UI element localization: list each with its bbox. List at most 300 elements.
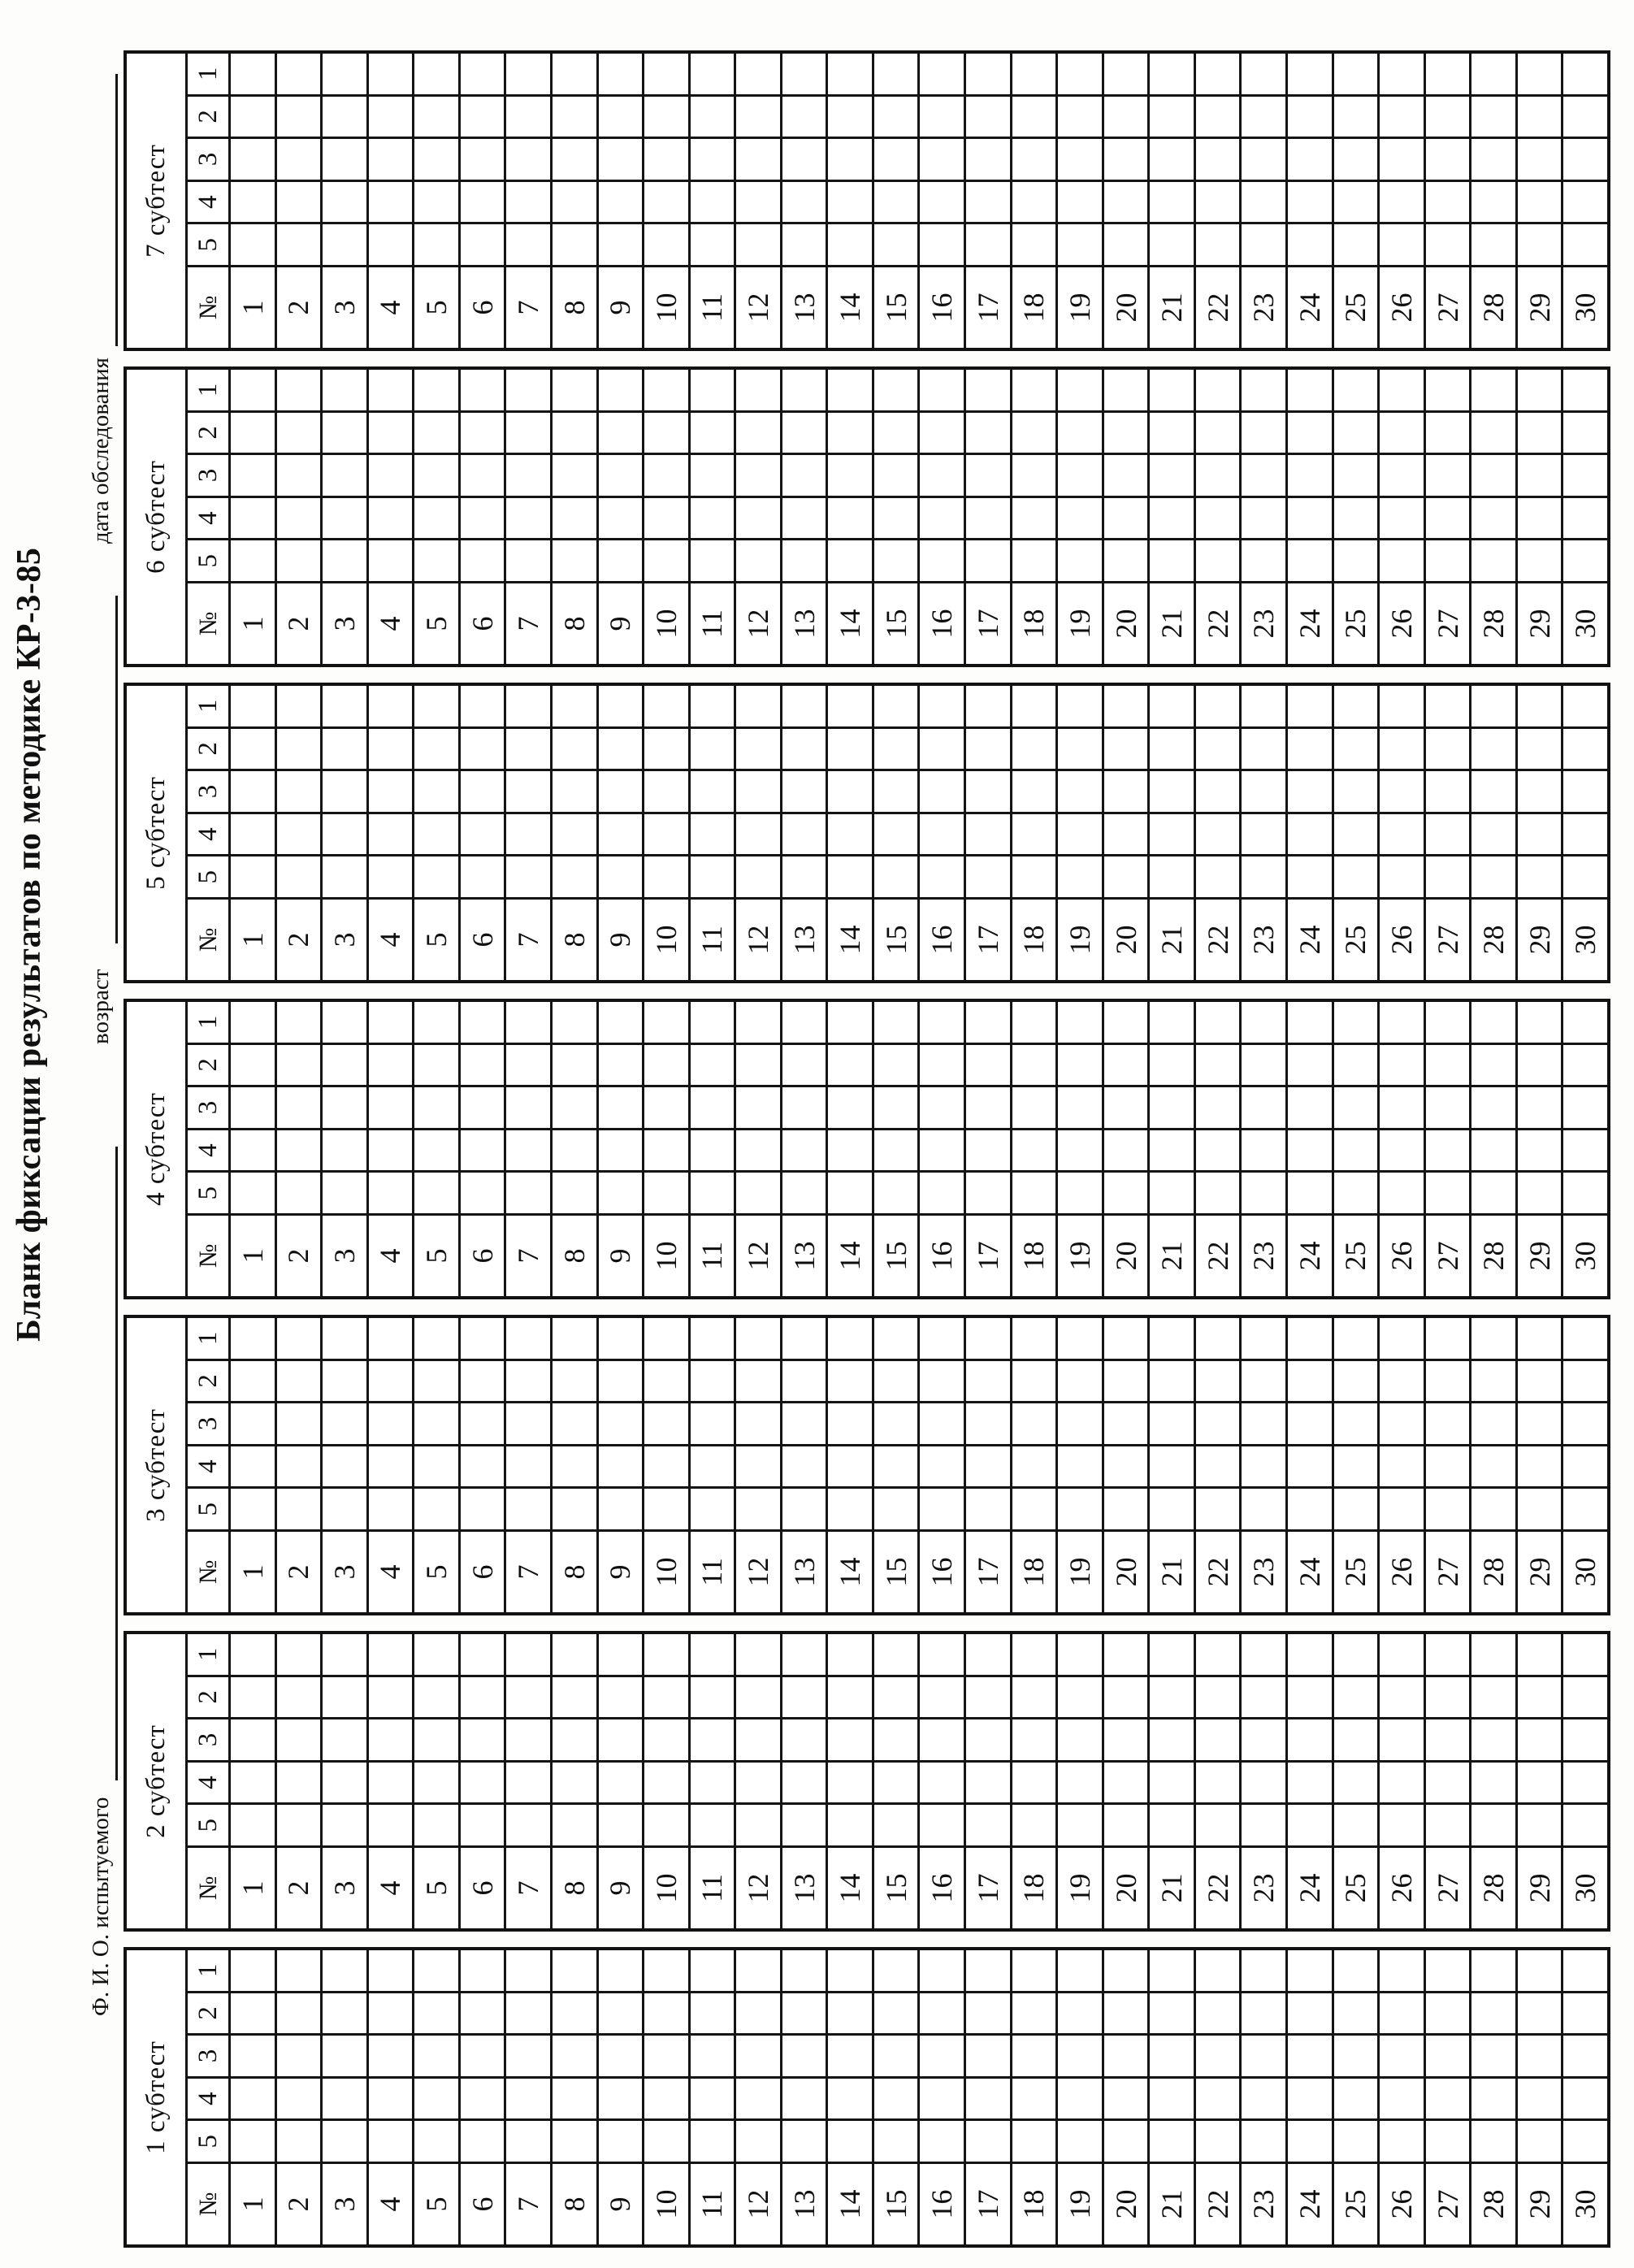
score-cell — [782, 686, 826, 726]
score-cell — [599, 54, 643, 94]
score-cell — [506, 54, 550, 94]
score-cell — [920, 54, 964, 94]
score-cell — [691, 139, 735, 180]
score-cell — [506, 1993, 550, 2034]
score-cell — [1518, 1719, 1562, 1760]
score-cell — [1104, 1361, 1148, 1402]
score-cell — [553, 1993, 596, 2034]
score-cell — [644, 455, 688, 496]
score-cell — [599, 2036, 643, 2076]
score-cell — [736, 2079, 780, 2119]
score-cell — [414, 1446, 458, 1487]
score-cell — [1518, 856, 1562, 897]
row-number-cell: 10 — [644, 900, 688, 980]
score-cell — [231, 2079, 275, 2119]
score-cell — [1242, 370, 1285, 410]
score-cell — [1563, 2079, 1607, 2119]
score-cell — [599, 1763, 643, 1803]
score-cell — [1426, 2121, 1470, 2162]
header-cell-score: 1 — [188, 1318, 228, 1359]
score-cell — [736, 771, 780, 812]
score-cell — [414, 1719, 458, 1760]
score-cell — [691, 1993, 735, 2034]
score-cell — [1518, 1087, 1562, 1128]
row-number-cell: 21 — [1150, 900, 1194, 980]
score-cell — [874, 97, 918, 137]
score-cell — [1058, 1489, 1102, 1529]
row-number-cell: 9 — [599, 1848, 643, 1928]
score-cell — [1563, 54, 1607, 94]
score-cell — [1563, 1361, 1607, 1402]
score-cell — [691, 97, 735, 137]
score-cell — [920, 686, 964, 726]
score-cell — [599, 498, 643, 539]
score-cell — [920, 97, 964, 137]
row-number-cell: 10 — [644, 583, 688, 664]
row-number-cell: 7 — [506, 1216, 550, 1296]
score-cell — [461, 1403, 505, 1444]
row-number-cell: 11 — [691, 583, 735, 664]
score-cell — [369, 455, 413, 496]
score-cell — [1012, 1634, 1056, 1675]
score-cell — [1471, 370, 1515, 410]
score-cell — [644, 1763, 688, 1803]
score-cell — [828, 1805, 872, 1845]
score-cell — [506, 182, 550, 223]
score-cell — [782, 1087, 826, 1128]
score-cell — [231, 1446, 275, 1487]
score-cell — [414, 1634, 458, 1675]
score-cell — [1380, 1130, 1424, 1171]
score-cell — [461, 413, 505, 453]
header-cell-score: 4 — [188, 2079, 228, 2119]
score-cell — [277, 1446, 321, 1487]
score-cell — [553, 1045, 596, 1086]
row-number-cell: 5 — [414, 900, 458, 980]
score-cell — [1196, 1489, 1240, 1529]
score-cell — [506, 1318, 550, 1359]
score-cell — [874, 2079, 918, 2119]
score-cell — [1104, 1045, 1148, 1086]
score-cell — [323, 814, 366, 855]
score-cell — [369, 1993, 413, 2034]
score-cell — [1058, 540, 1102, 581]
score-cell — [966, 2121, 1010, 2162]
score-cell — [1380, 1489, 1424, 1529]
score-cell — [369, 139, 413, 180]
score-cell — [1012, 1805, 1056, 1845]
header-cell-number: № — [188, 267, 228, 348]
score-cell — [1563, 2121, 1607, 2162]
name-field-line — [115, 1147, 118, 1780]
score-cell — [966, 54, 1010, 94]
header-cell-score: 2 — [188, 1993, 228, 2034]
row-number-cell: 26 — [1380, 1532, 1424, 1612]
row-number-cell: 23 — [1242, 267, 1285, 348]
row-number-cell: 30 — [1563, 583, 1607, 664]
score-cell — [1563, 182, 1607, 223]
score-cell — [599, 1403, 643, 1444]
score-cell — [691, 540, 735, 581]
score-cell — [1242, 814, 1285, 855]
score-cell — [1380, 224, 1424, 265]
row-number-cell: 24 — [1288, 2164, 1332, 2244]
score-cell — [828, 814, 872, 855]
score-cell — [874, 1719, 918, 1760]
row-number-cell: 6 — [461, 267, 505, 348]
score-cell — [1196, 771, 1240, 812]
score-cell — [874, 1677, 918, 1718]
score-cell — [691, 1087, 735, 1128]
score-cell — [966, 1763, 1010, 1803]
score-cell — [1150, 540, 1194, 581]
score-cell — [461, 1634, 505, 1675]
score-cell — [782, 1719, 826, 1760]
score-cell — [369, 2036, 413, 2076]
score-cell — [1563, 1993, 1607, 2034]
score-cell — [414, 1677, 458, 1718]
score-cell — [414, 182, 458, 223]
row-number-cell: 28 — [1471, 900, 1515, 980]
score-cell — [1471, 814, 1515, 855]
score-cell — [231, 1763, 275, 1803]
row-number-cell: 17 — [966, 583, 1010, 664]
row-number-cell: 20 — [1104, 267, 1148, 348]
score-cell — [644, 2079, 688, 2119]
row-number-cell: 13 — [782, 267, 826, 348]
score-cell — [369, 1950, 413, 1991]
score-cell — [1288, 1763, 1332, 1803]
score-cell — [1058, 413, 1102, 453]
row-number-cell: 22 — [1196, 583, 1240, 664]
score-cell — [1150, 686, 1194, 726]
row-number-cell: 5 — [414, 2164, 458, 2244]
score-cell — [1426, 97, 1470, 137]
score-cell — [1471, 1993, 1515, 2034]
score-cell — [1518, 54, 1562, 94]
score-cell — [1334, 1993, 1378, 2034]
score-cell — [506, 1805, 550, 1845]
score-cell — [1426, 1446, 1470, 1487]
row-number-cell: 19 — [1058, 900, 1102, 980]
score-cell — [920, 1130, 964, 1171]
row-number-cell: 21 — [1150, 1216, 1194, 1296]
score-cell — [966, 1403, 1010, 1444]
score-cell — [1380, 2036, 1424, 2076]
score-cell — [277, 1634, 321, 1675]
score-cell — [1012, 1361, 1056, 1402]
score-cell — [1518, 1489, 1562, 1529]
score-cell — [277, 1045, 321, 1086]
row-number-cell: 29 — [1518, 2164, 1562, 2244]
score-cell — [369, 1489, 413, 1529]
score-cell — [231, 498, 275, 539]
row-number-cell: 9 — [599, 1532, 643, 1612]
score-cell — [644, 1403, 688, 1444]
score-cell — [1288, 856, 1332, 897]
score-cell — [1058, 1446, 1102, 1487]
score-cell — [506, 1677, 550, 1718]
score-cell — [644, 814, 688, 855]
score-cell — [553, 1087, 596, 1128]
score-cell — [1104, 540, 1148, 581]
score-cell — [1426, 2036, 1470, 2076]
score-cell — [231, 2036, 275, 2076]
score-cell — [1104, 729, 1148, 770]
row-number-cell: 13 — [782, 900, 826, 980]
score-cell — [966, 1805, 1010, 1845]
row-number-cell: 7 — [506, 2164, 550, 2244]
score-cell — [966, 686, 1010, 726]
score-cell — [1150, 771, 1194, 812]
score-cell — [1150, 1002, 1194, 1043]
score-cell — [874, 2036, 918, 2076]
score-cell — [599, 1950, 643, 1991]
score-cell — [736, 413, 780, 453]
score-cell — [1334, 1318, 1378, 1359]
score-cell — [1426, 729, 1470, 770]
score-cell — [1242, 1130, 1285, 1171]
score-cell — [323, 2079, 366, 2119]
score-cell — [736, 1634, 780, 1675]
row-number-cell: 17 — [966, 900, 1010, 980]
score-cell — [414, 1318, 458, 1359]
score-cell — [1471, 1087, 1515, 1128]
score-cell — [736, 1002, 780, 1043]
score-cell — [461, 1361, 505, 1402]
row-number-cell: 4 — [369, 900, 413, 980]
score-cell — [1334, 1045, 1378, 1086]
row-number-cell: 13 — [782, 1848, 826, 1928]
score-cell — [231, 1805, 275, 1845]
row-number-cell: 11 — [691, 1216, 735, 1296]
score-cell — [1563, 2036, 1607, 2076]
row-number-cell: 2 — [277, 1216, 321, 1296]
score-cell — [506, 1634, 550, 1675]
score-cell — [1471, 1763, 1515, 1803]
row-number-cell: 12 — [736, 583, 780, 664]
score-cell — [553, 729, 596, 770]
score-cell — [369, 1318, 413, 1359]
row-number-cell: 16 — [920, 2164, 964, 2244]
score-cell — [553, 2079, 596, 2119]
score-cell — [1242, 771, 1285, 812]
score-cell — [323, 540, 366, 581]
score-cell — [736, 1677, 780, 1718]
score-cell — [1563, 1002, 1607, 1043]
score-cell — [874, 1993, 918, 2034]
row-number-cell: 2 — [277, 900, 321, 980]
row-number-cell: 8 — [553, 267, 596, 348]
table-label: 7 субтест — [127, 54, 185, 348]
score-cell — [1380, 1173, 1424, 1213]
score-cell — [828, 729, 872, 770]
score-cell — [736, 686, 780, 726]
score-cell — [644, 1318, 688, 1359]
score-cell — [874, 1002, 918, 1043]
subtest-table-3 — [124, 1315, 1610, 1615]
score-cell — [277, 2036, 321, 2076]
row-number-cell: 15 — [874, 1216, 918, 1296]
score-cell — [1288, 413, 1332, 453]
score-cell — [782, 1361, 826, 1402]
score-cell — [1012, 2121, 1056, 2162]
header-cell-score: 2 — [188, 1045, 228, 1086]
score-cell — [1058, 1173, 1102, 1213]
score-cell — [1104, 1677, 1148, 1718]
score-cell — [1196, 2036, 1240, 2076]
row-number-cell: 28 — [1471, 583, 1515, 664]
score-cell — [1426, 771, 1470, 812]
table-label: 5 субтест — [127, 686, 185, 980]
row-number-cell: 21 — [1150, 2164, 1194, 2244]
score-cell — [920, 455, 964, 496]
score-cell — [414, 1950, 458, 1991]
score-cell — [828, 370, 872, 410]
score-cell — [1242, 1634, 1285, 1675]
row-number-cell: 27 — [1426, 1848, 1470, 1928]
score-cell — [1012, 139, 1056, 180]
score-cell — [1196, 814, 1240, 855]
score-cell — [1380, 771, 1424, 812]
score-cell — [644, 1719, 688, 1760]
score-cell — [599, 1087, 643, 1128]
score-cell — [553, 54, 596, 94]
row-number-cell: 26 — [1380, 2164, 1424, 2244]
score-cell — [414, 224, 458, 265]
score-cell — [1012, 413, 1056, 453]
row-number-cell: 22 — [1196, 900, 1240, 980]
score-cell — [461, 1002, 505, 1043]
score-cell — [874, 182, 918, 223]
row-number-cell: 19 — [1058, 267, 1102, 348]
score-cell — [277, 413, 321, 453]
score-cell — [414, 139, 458, 180]
row-number-cell: 21 — [1150, 583, 1194, 664]
score-cell — [828, 413, 872, 453]
score-cell — [277, 1403, 321, 1444]
score-cell — [828, 1173, 872, 1213]
score-cell — [1426, 1130, 1470, 1171]
score-cell — [1288, 498, 1332, 539]
row-number-cell: 9 — [599, 267, 643, 348]
score-cell — [736, 1173, 780, 1213]
score-cell — [1334, 224, 1378, 265]
score-cell — [1150, 814, 1194, 855]
score-cell — [644, 224, 688, 265]
score-cell — [1012, 1403, 1056, 1444]
score-cell — [828, 455, 872, 496]
score-cell — [782, 1002, 826, 1043]
score-cell — [414, 856, 458, 897]
header-cell-score: 4 — [188, 1763, 228, 1803]
row-number-cell: 15 — [874, 1532, 918, 1612]
score-cell — [782, 2121, 826, 2162]
score-cell — [277, 182, 321, 223]
score-cell — [1471, 1361, 1515, 1402]
score-cell — [1242, 856, 1285, 897]
score-cell — [1196, 856, 1240, 897]
row-number-cell: 16 — [920, 583, 964, 664]
score-cell — [1196, 1002, 1240, 1043]
score-cell — [231, 1993, 275, 2034]
score-cell — [1471, 182, 1515, 223]
row-number-cell: 7 — [506, 900, 550, 980]
score-cell — [599, 1130, 643, 1171]
score-cell — [644, 540, 688, 581]
row-number-cell: 3 — [323, 900, 366, 980]
row-number-cell: 16 — [920, 1532, 964, 1612]
score-cell — [966, 729, 1010, 770]
score-cell — [553, 856, 596, 897]
row-number-cell: 26 — [1380, 1848, 1424, 1928]
score-cell — [1150, 413, 1194, 453]
score-cell — [1196, 1719, 1240, 1760]
score-cell — [231, 1489, 275, 1529]
score-cell — [553, 686, 596, 726]
score-cell — [231, 814, 275, 855]
row-number-cell: 9 — [599, 1216, 643, 1296]
row-number-cell: 17 — [966, 1532, 1010, 1612]
header-cell-score: 3 — [188, 1403, 228, 1444]
score-cell — [1104, 2121, 1148, 2162]
score-cell — [599, 455, 643, 496]
header-cell-score: 3 — [188, 1719, 228, 1760]
score-cell — [736, 370, 780, 410]
score-cell — [1518, 1950, 1562, 1991]
score-cell — [782, 498, 826, 539]
score-cell — [1058, 370, 1102, 410]
score-cell — [828, 139, 872, 180]
score-cell — [1242, 97, 1285, 137]
score-cell — [874, 54, 918, 94]
score-cell — [369, 1130, 413, 1171]
score-cell — [553, 1318, 596, 1359]
row-number-cell: 21 — [1150, 1848, 1194, 1928]
row-number-cell: 30 — [1563, 1848, 1607, 1928]
score-cell — [1104, 1489, 1148, 1529]
score-cell — [1242, 1173, 1285, 1213]
score-cell — [1563, 1805, 1607, 1845]
score-cell — [1288, 54, 1332, 94]
score-cell — [369, 1173, 413, 1213]
score-cell — [323, 1993, 366, 2034]
score-cell — [1380, 686, 1424, 726]
score-cell — [414, 540, 458, 581]
score-cell — [1471, 97, 1515, 137]
row-number-cell: 15 — [874, 900, 918, 980]
row-number-cell: 24 — [1288, 900, 1332, 980]
score-cell — [1563, 856, 1607, 897]
score-cell — [736, 1361, 780, 1402]
score-cell — [782, 182, 826, 223]
score-cell — [1426, 1805, 1470, 1845]
score-cell — [644, 1173, 688, 1213]
row-number-cell: 30 — [1563, 267, 1607, 348]
score-cell — [599, 1993, 643, 2034]
row-number-cell: 16 — [920, 900, 964, 980]
header-cell-score: 5 — [188, 1489, 228, 1529]
score-cell — [553, 814, 596, 855]
score-cell — [691, 370, 735, 410]
score-cell — [1196, 455, 1240, 496]
score-cell — [1334, 2121, 1378, 2162]
score-cell — [691, 856, 735, 897]
score-cell — [1288, 1361, 1332, 1402]
score-cell — [1012, 771, 1056, 812]
score-cell — [1104, 1130, 1148, 1171]
score-cell — [1012, 1763, 1056, 1803]
